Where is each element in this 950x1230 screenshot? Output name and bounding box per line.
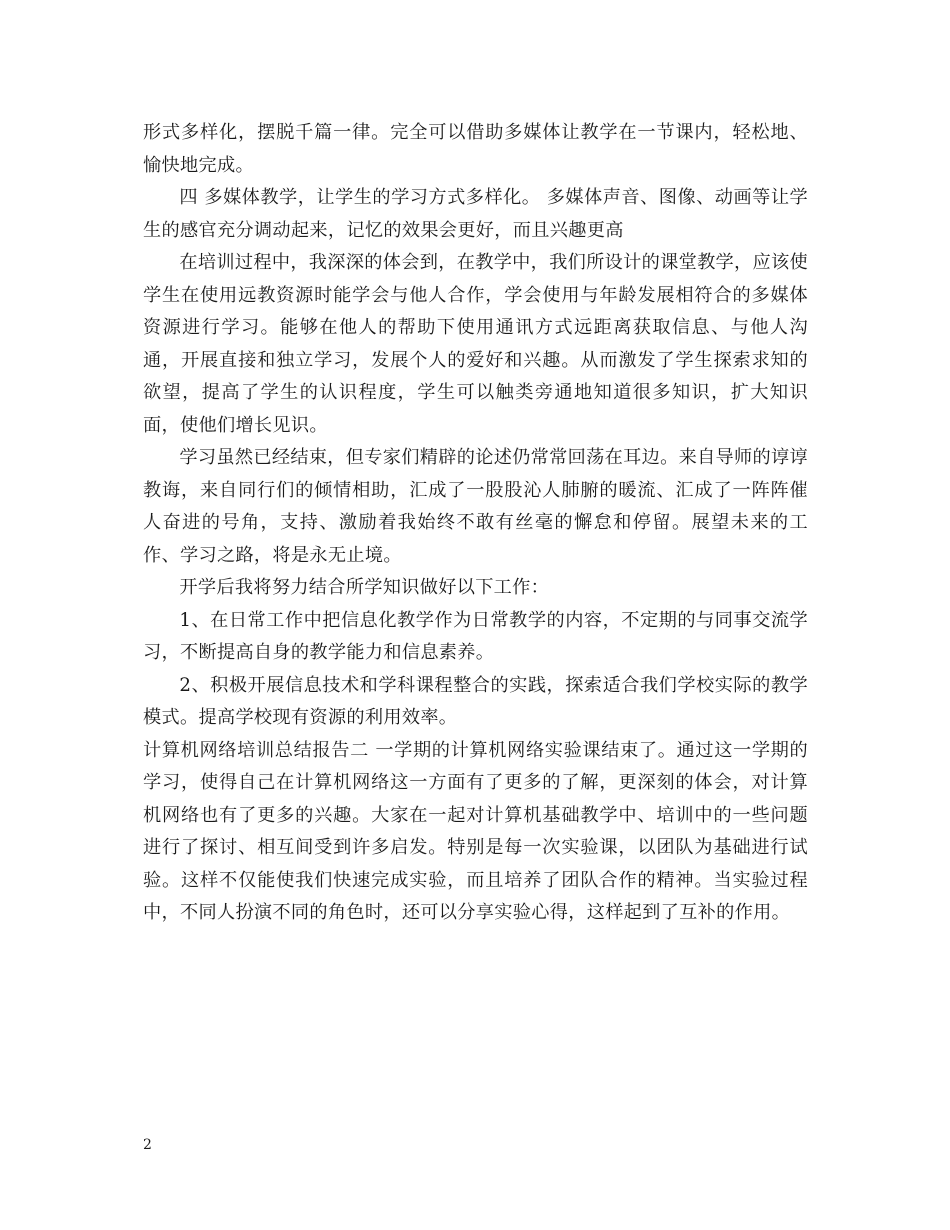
paragraph-continuation: 形式多样化，摆脱千篇一律。完全可以借助多媒体让教学在一节课内，轻松地、愉快地完成。 [143, 122, 808, 176]
paragraph-report-two: 计算机网络培训总结报告二 一学期的计算机网络实验课结束了。通过这一学期的学习，使得自己在计算机网络这一方面有了更多的了解，更深刻的体会，对计算机网络也有了更多的兴趣。大家在一起对计算机基础教学中、培训中的一些问题进行了探讨、相互间受到许多启发。特别是每一次实验课，以团队为基础进行试验。这样不仅能使我们快速完成实验，而且培养了团队合作的精神。当实验过程中，不同人扮演不同的角色时，还可以分享实验心得，这样起到了互补的作用。 [143, 739, 808, 923]
paragraph-work-item-1: 1、在日常工作中把信息化教学作为日常教学的内容，不定期的与同事交流学习，不断提高自身的教学能力和信息素养。 [143, 609, 808, 663]
paragraph-work-plan-intro: 开学后我将努力结合所学知识做好以下工作： [179, 577, 550, 598]
paragraph-multimedia-point-four: 四 多媒体教学，让学生的学习方式多样化。 多媒体声音、图像、动画等让学生的感官充分调动起来，记忆的效果会更好，而且兴趣更高 [143, 187, 808, 241]
page-number: 2 [143, 1137, 152, 1153]
paragraph-study-ended: 学习虽然已经结束，但专家们精辟的论述仍常常回荡在耳边。来自导师的谆谆教诲，来自同行们的倾情相助，汇成了一股股沁人肺腑的暖流、汇成了一阵阵催人奋进的号角，支持、激励着我始终不敢有丝毫的懈怠和停留。展望未来的工作、学习之路，将是永无止境。 [143, 447, 808, 566]
paragraph-work-item-2: 2、积极开展信息技术和学科课程整合的实践，探索适合我们学校实际的教学模式。提高学校现有资源的利用效率。 [143, 674, 808, 728]
paragraph-training-reflection: 在培训过程中，我深深的体会到，在教学中，我们所设计的课堂教学，应该使学生在使用远教资源时能学会与他人合作，学会使用与年龄发展相符合的多媒体资源进行学习。能够在他人的帮助下使用通讯方式远距离获取信息、与他人沟通，开展直接和独立学习，发展个人的爱好和兴趣。从而激发了学生探索求知的欲望，提高了学生的认识程度，学生可以触类旁通地知道很多知识，扩大知识面，使他们增长见识。 [143, 252, 808, 436]
document-body [143, 117, 808, 930]
